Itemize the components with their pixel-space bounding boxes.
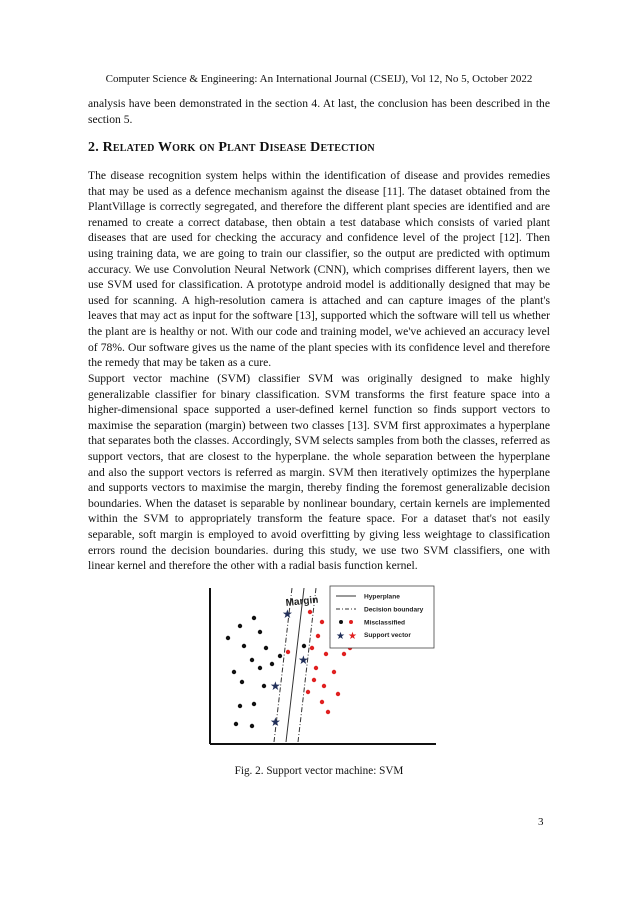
class-a-point [264, 646, 268, 650]
class-a-point [250, 724, 254, 728]
class-b-point [314, 666, 318, 670]
class-b-point [336, 692, 340, 696]
legend-star-1: ★ [336, 631, 345, 642]
legend-misclassified: Misclassified [364, 619, 406, 627]
class-a-point [250, 658, 254, 662]
legend-black-dot [339, 620, 343, 624]
support-vector-star: ★ [270, 679, 281, 693]
class-b-point [310, 646, 314, 650]
section-heading [88, 140, 375, 156]
support-vector-star: ★ [282, 607, 293, 621]
class-b-point [306, 690, 310, 694]
class-b-point [326, 710, 330, 714]
legend-decision-boundary: Decision boundary [364, 606, 424, 614]
class-a-point [252, 616, 256, 620]
class-a-point [238, 624, 242, 628]
support-vector-star: ★ [298, 653, 309, 667]
class-b-point [320, 620, 324, 624]
class-a-point [252, 702, 256, 706]
misclassified-point [302, 644, 306, 648]
legend-support-vector: Support vector [364, 632, 411, 639]
class-b-point [324, 652, 328, 656]
class-a-point [242, 644, 246, 648]
class-a-point [226, 636, 230, 640]
svm-figure [200, 582, 440, 752]
class-a-point [238, 704, 242, 708]
legend-star-2: ★ [348, 631, 357, 642]
class-b-point [316, 634, 320, 638]
legend-hyperplane: Hyperplane [364, 593, 400, 601]
class-b-point [320, 700, 324, 704]
class-a-point [258, 666, 262, 670]
class-a-point [240, 680, 244, 684]
intro-paragraph: analysis have been demonstrated in the section 4. At last, the conclusion has been described in the section 5. [88, 97, 550, 126]
legend [330, 586, 434, 648]
section-title: Related Work on Plant Disease Detection [102, 140, 375, 155]
class-b-point [308, 610, 312, 614]
svm-diagram [200, 582, 440, 752]
body-paragraph-2: Support vector machine (SVM) classifier SVM was originally designed to make highly generalizable classifier for binary classification. SVM transforms the first feature space into a higher-dimensional space supported a user-defined kernel function so finds support vectors to maximise the separation (margin) between two classes [13]. SVM first approximates a hyperplane that separates both the classes. Accordingly, SVM selects samples from both the classes, referred as support vectors, that are closest to the hyperplane. the whole separation between the hyperplane and also the support vectors is referred as margin. SVM then iteratively optimizes the hyperplane and supports vectors to maximise the margin, thereby finding the foremost generalizable decision boundaries. When the dataset is separable by nonlinear boundary, certain kernels are implemented within the SVM to appropriately transform the feature space. For a dataset that's not easily separable, soft margin is employed to avoid overfitting by giving less weightage to classification errors round the decision boundaries. during this study, we use two SVM classifiers, one with linear kernel and therefore the other with a radial basis function kernel. [88, 372, 550, 573]
running-header: Computer Science & Engineering: An International Journal (CSEIJ), Vol 12, No 5, October 2022 [105, 73, 533, 85]
class-a-point [234, 722, 238, 726]
class-a-point [278, 654, 282, 658]
misclassified-point [286, 650, 290, 654]
legend-red-dot [349, 620, 353, 624]
class-a-point [258, 630, 262, 634]
class-a-point [270, 662, 274, 666]
class-a-point [232, 670, 236, 674]
class-b-point [342, 652, 346, 656]
class-b-point [312, 678, 316, 682]
page-number: 3 [538, 816, 544, 828]
figure-caption: Fig. 2. Support vector machine: SVM [234, 765, 404, 777]
class-a-point [262, 684, 266, 688]
margin-label: Margin [285, 594, 319, 609]
body-paragraph-1: The disease recognition system helps within the identification of disease and provides remedies that may be used as a defence mechanism against the disease [11]. The dataset obtained from the PlantVillage is correctly segregated, and therefore the different plant species are identified and are renamed to create a correct database, then obtain a test database which consists of varied plant diseases that are used for checking the accuracy and confidence level of the project [12]. Then using training data, we are going to train our classifier, so the output are predicted with optimum accuracy. We use Convolution Neural Network (CNN), which comprises different layers, then we use SVM used for classification. A prototype android model is additionally designed that may be used for scanning. A high-resolution camera is attached and can capture images of the plant's leaves that may act as input for the software [13], supported which the software will tell us whether the plant are is healthy or not. With our code and training model, we've achieved an accuracy level of 78%. Our software gives us the name of the plant species with its confidence level and therefore the remedy that may be taken as a cure. [88, 169, 550, 370]
support-vector-star: ★ [270, 715, 281, 729]
section-number: 2. [88, 140, 99, 155]
class-b-point [332, 670, 336, 674]
class-b-point [322, 684, 326, 688]
